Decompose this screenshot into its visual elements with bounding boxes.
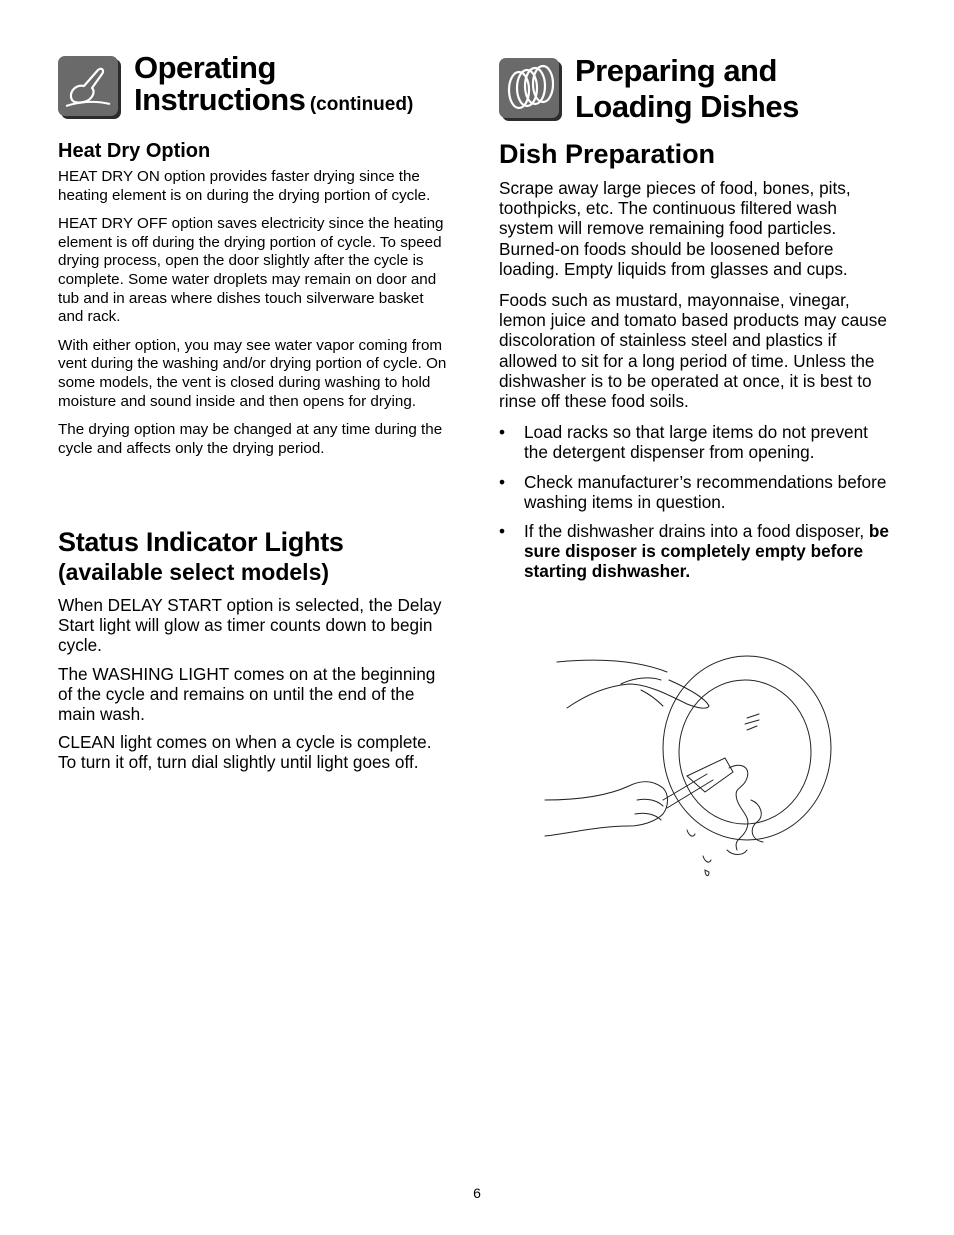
scrape-paragraph: Scrape away large pieces of food, bones, pits, toothpicks, etc. The continuous filtered wash system will remove remaining food particles. Burned-on foods should be loosened before loading. Empty liquids from glasses and cups. — [499, 178, 851, 279]
bullet-disposer — [499, 521, 889, 582]
heat-dry-on-paragraph: HEAT DRY ON option provides faster drying since the heating element is on during the drying portion of cycle. — [58, 168, 431, 204]
preparing-header — [499, 53, 799, 125]
washing-light-paragraph: The WASHING LIGHT comes on at the beginning of the cycle and remains on until the end of the main wash. — [58, 663, 436, 725]
bullet-disposer-bold: be sure disposer is completely empty before starting dishwasher. — [524, 521, 889, 582]
continued-label: (continued) — [309, 94, 414, 115]
preparing-title-line2: Loading Dishes — [575, 89, 799, 124]
scraping-plate-illustration — [537, 650, 837, 885]
status-lights-section — [58, 527, 450, 773]
page-number: 6 — [473, 1185, 481, 1201]
prep-bullet-list — [499, 422, 889, 581]
heat-dry-off-paragraph: HEAT DRY OFF option saves electricity since the heating element is off during the drying portion of cycle. To speed drying process, open the door slightly after the cycle is complete. Some water droplets may remain on door and tub and in areas where dishes touch silverware basket and rack. — [58, 215, 444, 326]
dish-preparation-section — [499, 138, 889, 582]
operating-title-line1: Operating — [134, 50, 276, 85]
status-subheading: (available select models) — [58, 559, 330, 585]
bullet-load-racks: • Load racks so that large items do not prevent the detergent dispenser from opening. — [499, 422, 889, 462]
bullet-manufacturer: • Check manufacturer’s recommendations before washing items in question. — [499, 472, 889, 512]
dish-prep-heading: Dish Preparation — [499, 139, 716, 169]
heat-dry-section — [58, 139, 450, 458]
dishes-icon — [499, 58, 559, 118]
delay-start-paragraph: When DELAY START option is selected, the Delay Start light will glow as timer counts down to begin cycle. — [58, 595, 442, 656]
preparing-title-line1: Preparing and — [575, 53, 777, 88]
bullet-disposer-text: If the dishwasher drains into a food disposer, — [524, 521, 865, 542]
drying-option-paragraph: The drying option may be changed at any time during the cycle and affects only the drying period. — [58, 421, 443, 457]
operating-title-line2: Instructions — [134, 82, 306, 117]
water-vapor-paragraph: With either option, you may see water vapor coming from vent during the washing and/or drying portion of cycle. On some models, the vent is closed during washing to hold moisture and sound inside and then opens for drying. — [58, 336, 447, 410]
hand-icon — [58, 56, 118, 116]
clean-light-paragraph: CLEAN light comes on when a cycle is complete. To turn it off, turn dial slightly until light goes off. — [58, 732, 432, 773]
heat-dry-heading: Heat Dry Option — [58, 140, 211, 162]
foods-paragraph: Foods such as mustard, mayonnaise, vinegar, lemon juice and tomato based products may cause discoloration of stainless steel and plastics if allowed to sit for a long period of time. Unless the dishwasher is to be operated at once, it is best to rinse off these food soils. — [499, 290, 887, 412]
operating-header — [58, 50, 414, 117]
status-heading: Status Indicator Lights — [58, 527, 344, 557]
